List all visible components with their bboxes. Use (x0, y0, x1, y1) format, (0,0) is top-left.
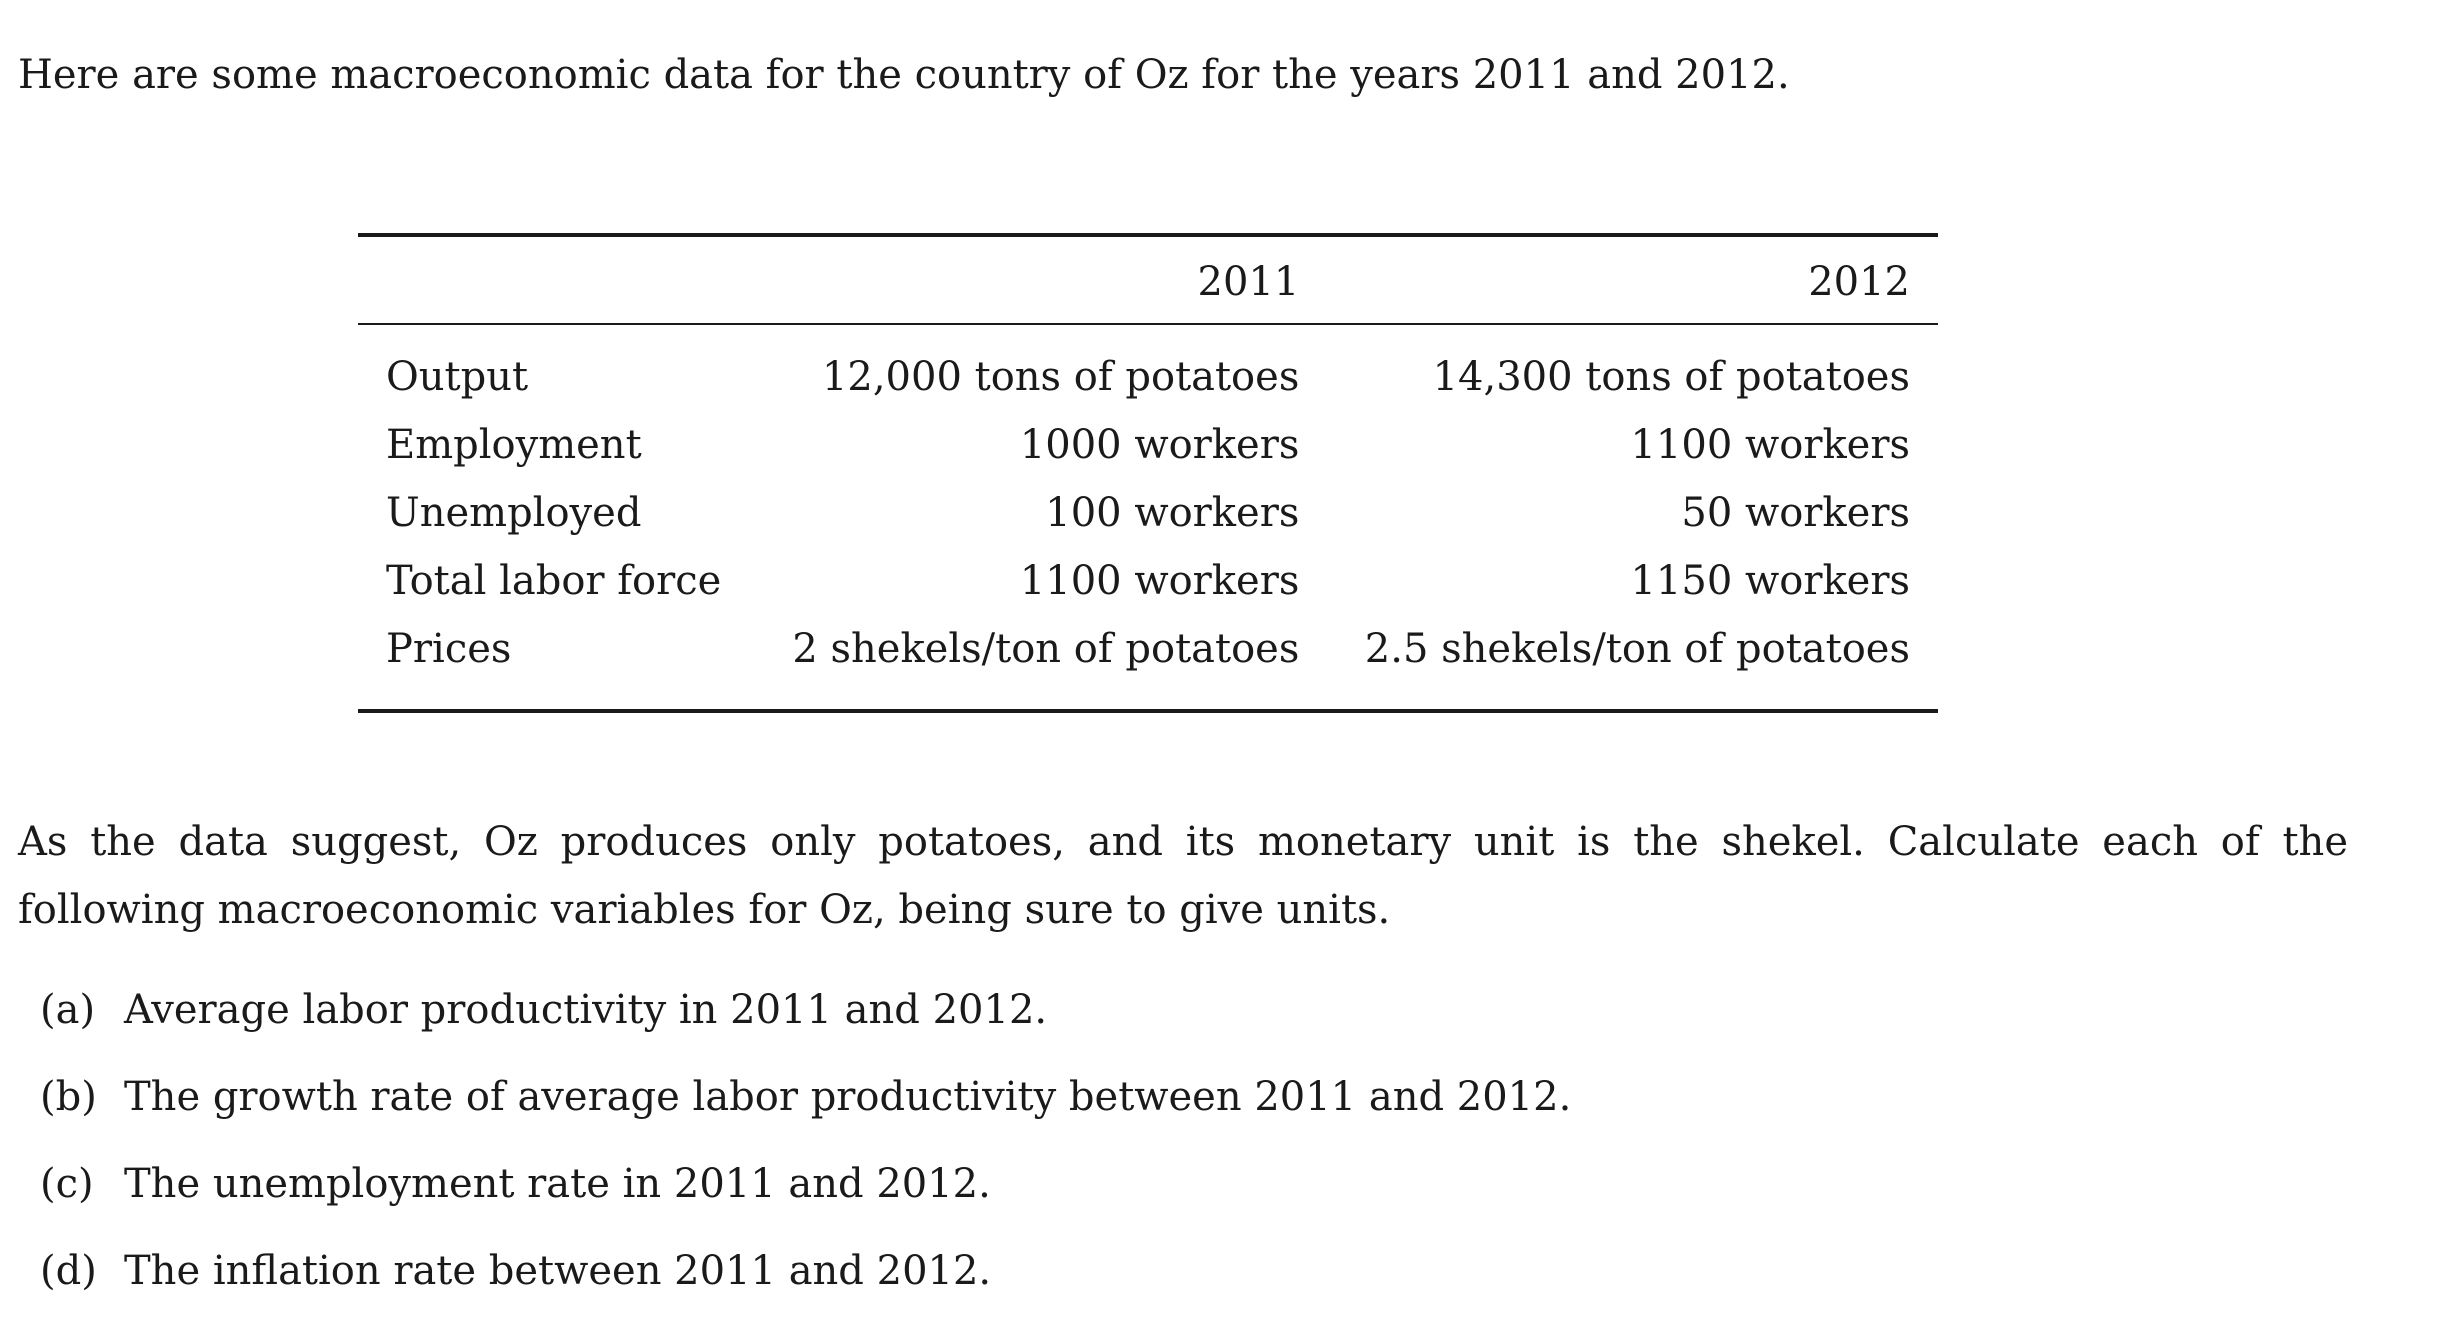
cell-2011: 1100 workers (1019, 558, 1300, 604)
table-row-output (358, 324, 1938, 411)
row-label: Output (386, 354, 529, 400)
intro-text: Here are some macroeconomic data for the country of Oz for the years 2011 and 2012. (18, 52, 1790, 98)
table-row-prices (358, 615, 1938, 711)
cell-2012: 50 workers (1681, 490, 1910, 536)
row-label: Employment (386, 422, 642, 468)
cell-2011: 100 workers (1045, 490, 1300, 536)
question-item-b (40, 1071, 1571, 1158)
question-text: Average labor productivity in 2011 and 2012. (124, 987, 1048, 1033)
question-text: The growth rate of average labor productivity between 2011 and 2012. (124, 1074, 1572, 1120)
cell-2012: 1150 workers (1630, 558, 1910, 604)
header-label-column (358, 235, 755, 324)
table-row-employment (358, 411, 1938, 479)
question-item-d (40, 1245, 1571, 1332)
data-table-container (358, 233, 1938, 713)
question-text: The inflation rate between 2011 and 2012. (124, 1248, 992, 1294)
question-marker: (b) (40, 1074, 97, 1120)
cell-2011: 1000 workers (1019, 422, 1300, 468)
row-label: Prices (386, 626, 512, 672)
question-text: The unemployment rate in 2011 and 2012. (124, 1161, 991, 1207)
row-label: Unemployed (386, 490, 642, 536)
table-row-labor-force (358, 547, 1938, 615)
question-item-c (40, 1158, 1571, 1245)
cell-2012: 1100 workers (1630, 422, 1910, 468)
row-label: Total labor force (386, 558, 722, 604)
paragraph-line-1: As the data suggest, Oz produces only potatoes, and its monetary unit is the shekel. Calculate each of the (18, 819, 2348, 865)
question-marker: (d) (40, 1248, 97, 1294)
paragraph-line-2: following macroeconomic variables for Oz, being sure to give units. (18, 887, 1391, 933)
question-marker: (c) (40, 1161, 94, 1207)
header-2012: 2012 (1808, 259, 1910, 305)
cell-2012: 2.5 shekels/ton of potatoes (1364, 626, 1910, 672)
table-header-row (358, 235, 1938, 324)
question-item-a (40, 984, 1571, 1071)
cell-2012: 14,300 tons of potatoes (1432, 354, 1910, 400)
cell-2011: 2 shekels/ton of potatoes (792, 626, 1300, 672)
instructions-paragraph (18, 808, 2348, 944)
table-row-unemployed (358, 479, 1938, 547)
cell-2011: 12,000 tons of potatoes (821, 354, 1300, 400)
header-2011: 2011 (1197, 259, 1300, 305)
question-marker: (a) (40, 987, 96, 1033)
question-list (40, 984, 1571, 1332)
macro-data-table (358, 233, 1938, 713)
